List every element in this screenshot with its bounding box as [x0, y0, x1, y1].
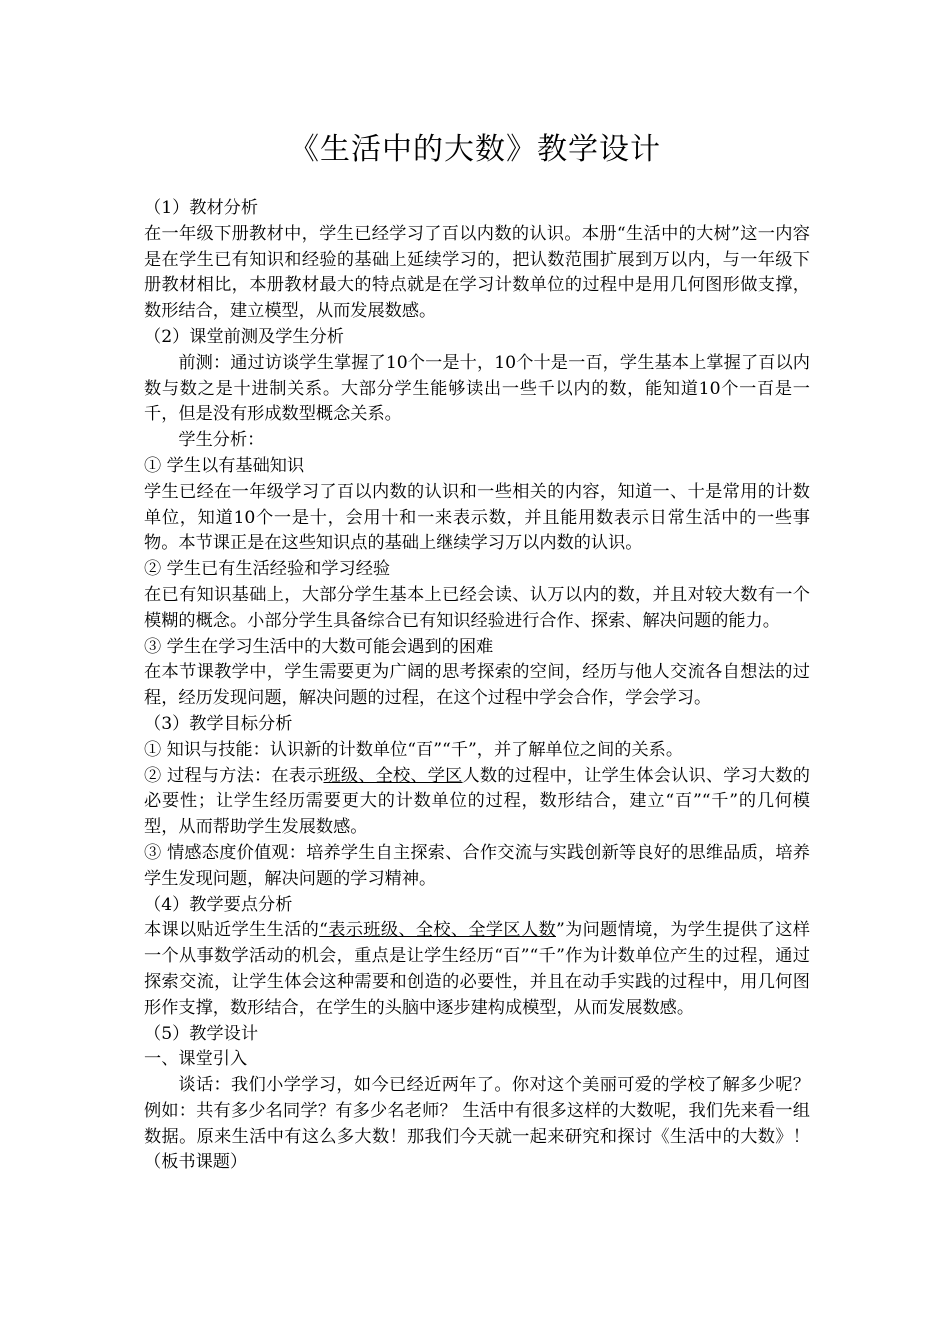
goal-knowledge: ① 知识与技能：认识新的计数单位“百”“千”，并了解单位之间的关系。: [144, 739, 684, 760]
goal-process-pre: ② 过程与方法：在表示: [144, 765, 324, 786]
paragraph-pretest: 前测：通过访谈学生掌握了10个一是十，10个十是一百，学生基本上掌握了百以内数与数之是十进制关系。大部分学生能够读出一些千以内的数，能知道10个一百是一千，但是没有形成数型概念关系。: [144, 352, 810, 425]
item3-title: ③ 学生在学习生活中的大数可能会遇到的困难: [144, 636, 494, 657]
section-heading-design: （5）教学设计: [144, 1023, 259, 1044]
section-heading-goals: （3）教学目标分析: [144, 713, 293, 734]
goal-process-underlined: 班级、全校、学区: [323, 765, 463, 786]
subsection-intro: 一、课堂引入: [144, 1049, 248, 1070]
page-title: 《生活中的大数》教学设计: [289, 132, 661, 167]
goal-process: [144, 764, 810, 841]
student-analysis-label: 学生分析：: [178, 430, 265, 451]
document-body: [144, 196, 810, 1176]
item1-title: ① 学生以有基础知识: [144, 455, 305, 476]
section-heading-textbook-analysis: （1）教材分析: [144, 198, 259, 218]
section-heading-pretest: （2）课堂前测及学生分析: [144, 326, 344, 347]
goal-attitude: ③ 情感态度价值观：培养学生自主探索、合作交流与实践创新等良好的思维品质，培养学生发现问题，解决问题的学习精神。: [144, 842, 810, 889]
key-points-post: ”为问题情境，为学生提供了这样一个从事数学活动的机会，重点是让学生经历“百”“千”作为计数单位产生的过程，通过探索交流，让学生体会这种需要和创造的必要性，并且在动手实践的过程中，用几何图形作支撑，数形结合，在学生的头脑中逐步建构成模型，从而发展数感。: [144, 920, 810, 1018]
paragraph-talk: 谈话：我们小学学习，如今已经近两年了。你对这个美丽可爱的学校了解多少呢？例如：共有多少名同学？有多少名老师？ 生活中有很多这样的大数呢，我们先来看一组数据。原来生活中有这么多大数！那我们今天就一起来研究和探讨《生活中的大数》！（板书课题）: [144, 1075, 810, 1173]
item3-text: 在本节课教学中，学生需要更为广阔的思考探索的空间，经历与他人交流各自想法的过程，经历发现问题，解决问题的过程，在这个过程中学会合作，学会学习。: [144, 662, 810, 709]
item2-text: 在已有知识基础上，大部分学生基本上已经会读、认万以内的数，并且对较大数有一个模糊的概念。小部分学生具备综合已有知识经验进行合作、探索、解决问题的能力。: [144, 584, 810, 631]
paragraph-key-points: [144, 918, 810, 1021]
paragraph-textbook-analysis: 在一年级下册教材中，学生已经学习了百以内数的认识。本册“生活中的大树”这一内容是在学生已有知识和经验的基础上延续学习的，把认数范围扩展到万以内，与一年级下册教材相比，本册教材最大的特点就是在学习计数单位的过程中是用几何图形做支撑，数形结合，建立模型，从而发展数感。: [144, 223, 810, 322]
item2-title: ② 学生已有生活经验和学习经验: [144, 559, 391, 580]
section-heading-key-points: （4）教学要点分析: [144, 894, 293, 915]
item1-text: 学生已经在一年级学习了百以内数的认识和一些相关的内容，知道一、十是常用的计数单位，知道10个一是十，会用十和一来表示数，并且能用数表示日常生活中的一些事物。本节课正是在这些知识点的基础上继续学习万以内数的认识。: [144, 481, 810, 554]
key-points-pre: 本课以贴近学生生活的: [144, 920, 320, 941]
goal-process-post: 人数的过程中，让学生体会认识、学习大数的必要性；让学生经历需要更大的计数单位的过程，数形结合，建立“百”“千”的几何模型，从而帮助学生发展数感。: [144, 765, 810, 838]
key-points-underlined: “表示班级、全校、全学区人数: [319, 920, 556, 941]
